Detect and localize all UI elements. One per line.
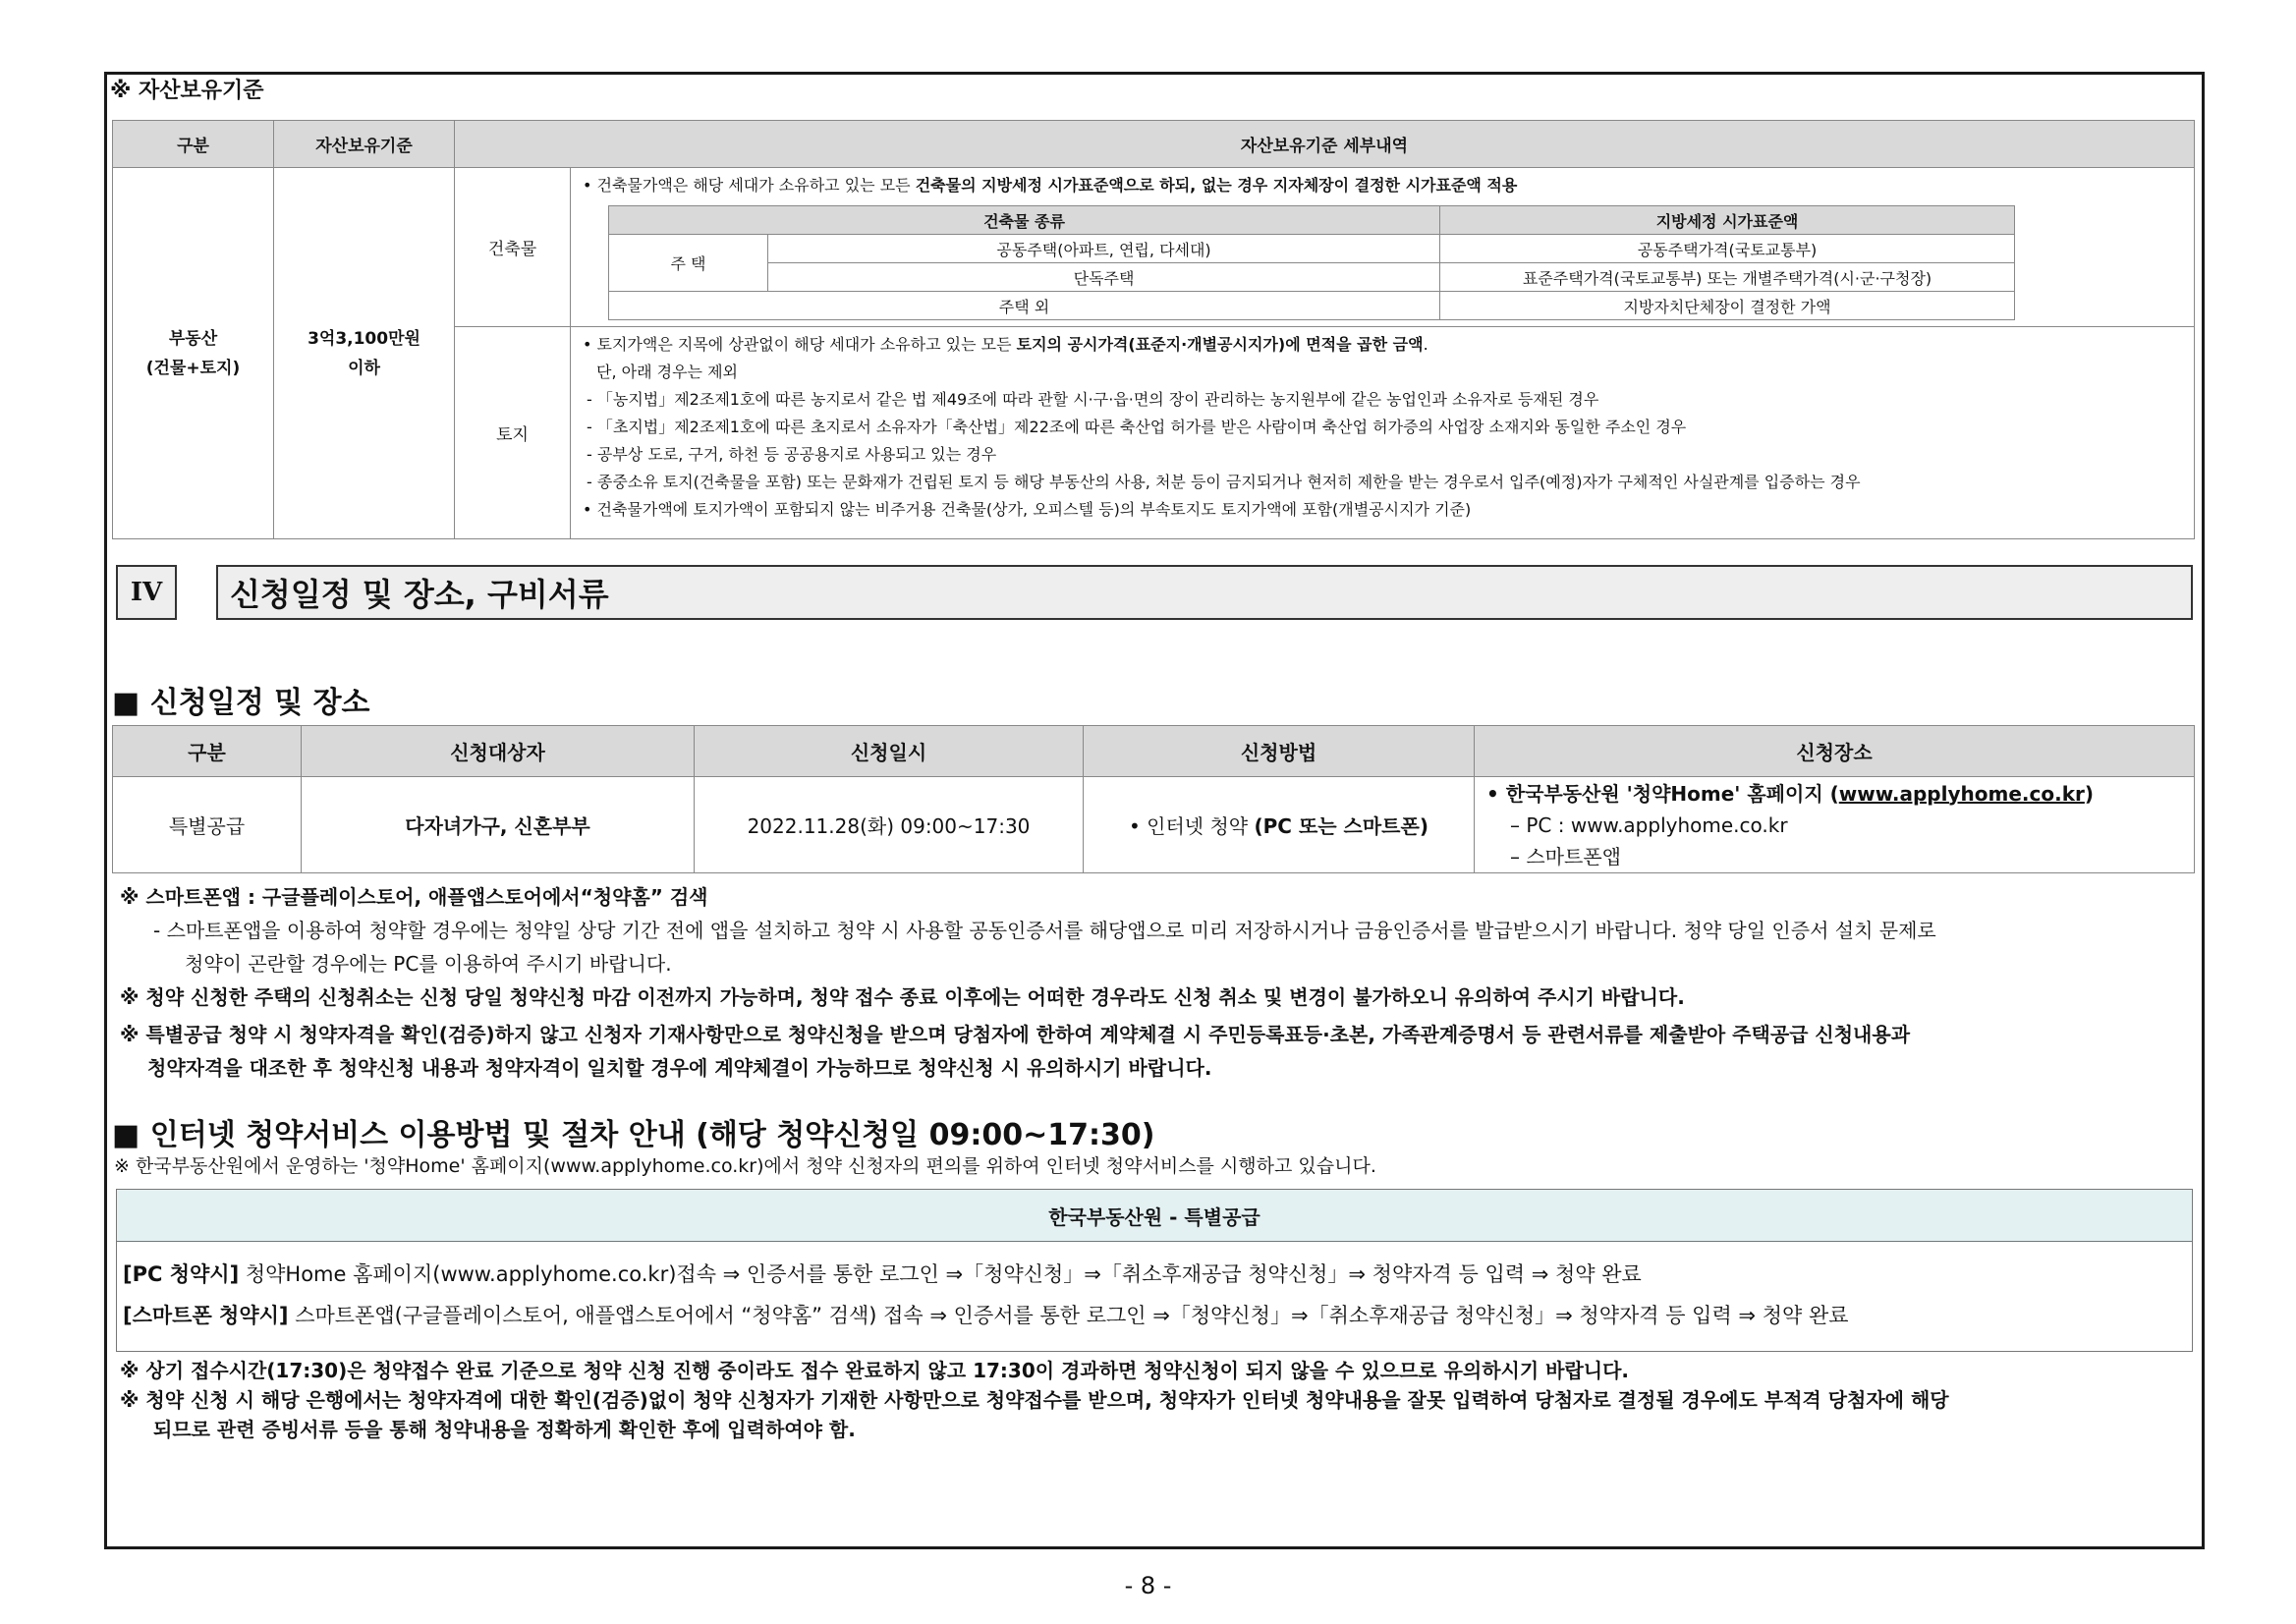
building-row-3-type: 주택 외 bbox=[609, 292, 1440, 320]
note-smartphone-detail-2: 청약이 곤란할 경우에는 PC를 이용하여 주시기 바랍니다. bbox=[185, 952, 672, 976]
land-bullet bbox=[571, 331, 2194, 359]
pc-procedure-label: [PC 청약시] bbox=[123, 1262, 240, 1286]
building-row-1-type: 공동주택(아파트, 연립, 다세대) bbox=[768, 235, 1440, 263]
building-type-header: 건축물 종류 bbox=[609, 206, 1440, 235]
asset-limit-cell bbox=[274, 168, 455, 539]
schedule-method-text: • 인터넷 청약 bbox=[1129, 814, 1255, 838]
pc-procedure bbox=[123, 1254, 2186, 1295]
asset-header-category: 구분 bbox=[113, 121, 274, 168]
asset-category-line1: 부동산 bbox=[168, 328, 218, 349]
section-number: IV bbox=[116, 565, 177, 620]
schedule-place-text: • 한국부동산원 '청약Home' 홈페이지 ( bbox=[1486, 781, 1839, 806]
building-label: 건축물 bbox=[455, 168, 571, 327]
note-deadline: ※ 상기 접수시간(17:30)은 청약접수 완료 기준으로 청약 신청 진행 중이라도 접수 완료하지 않고 17:30이 경과하면 청약신청이 되지 않을 수 있으므로 유의하시기 바랍니다. bbox=[120, 1359, 1630, 1382]
land-bullet-end: . bbox=[1423, 335, 1428, 354]
section-title: 신청일정 및 장소, 구비서류 bbox=[216, 565, 2193, 620]
note-cancellation: ※ 청약 신청한 주택의 신청취소는 신청 당일 청약신청 마감 이전까지 가능하며, 청약 접수 종료 이후에는 어떠한 경우라도 신청 취소 및 변경이 불가하오니 유의하여 주시기 바랍니다. bbox=[120, 985, 1685, 1009]
note-special-supply-1: ※ 특별공급 청약 시 청약자격을 확인(검증)하지 않고 신청자 기재사항만으로 청약신청을 받으며 당첨자에 한하여 계약체결 시 주민등록표등·초본, 가족관계증명서 등 관련서류를 제출받아 주택공급 신청내용과 bbox=[120, 1023, 1911, 1046]
land-except: 단, 아래 경우는 제외 bbox=[596, 363, 738, 381]
schedule-method-paren: (PC 또는 스마트폰) bbox=[1254, 814, 1428, 838]
applyhome-link[interactable]: www.applyhome.co.kr bbox=[1838, 781, 2085, 806]
asset-header-detail: 자산보유기준 세부내역 bbox=[455, 121, 2195, 168]
building-bullet bbox=[571, 172, 2194, 199]
mobile-procedure-text: 스마트폰앱(구글플레이스토어, 애플앱스토어에서 “청약홈” 검색) 접속 ⇒ 인증서를 통한 로그인 ⇒「청약신청」⇒「취소후재공급 청약신청」⇒ 청약자격 등 입력 ⇒ 청약 완료 bbox=[288, 1304, 1849, 1327]
land-item-3: - 공부상 도로, 구거, 하천 등 공공용지로 사용되고 있는 경우 bbox=[587, 445, 997, 464]
schedule-header-date: 신청일시 bbox=[695, 726, 1084, 777]
land-bullet-text: • 토지가액은 지목에 상관없이 해당 세대가 소유하고 있는 모든 bbox=[583, 335, 1017, 354]
page-number: - 8 - bbox=[1124, 1572, 1172, 1599]
schedule-place bbox=[1475, 777, 2195, 873]
asset-standard-title: ※ 자산보유기준 bbox=[110, 79, 264, 103]
schedule-type: 특별공급 bbox=[113, 777, 302, 873]
building-detail-cell bbox=[571, 168, 2195, 327]
schedule-place-paren-end: ) bbox=[2084, 781, 2094, 806]
asset-category-cell bbox=[113, 168, 274, 539]
schedule-heading: ■ 신청일정 및 장소 bbox=[112, 686, 370, 720]
land-detail-cell bbox=[571, 327, 2195, 539]
asset-header-limit: 자산보유기준 bbox=[274, 121, 455, 168]
land-item-4: - 종중소유 토지(건축물을 포함) 또는 문화재가 건립된 토지 등 해당 부동산의 사용, 처분 등이 금지되거나 현저히 제한을 받는 경우로서 입주(예정)자가 구체적인 사실관계를 입증하는 경우 bbox=[587, 473, 1861, 491]
schedule-target: 다자녀가구, 신혼부부 bbox=[302, 777, 695, 873]
note-verification-2: 되므로 관련 증빙서류 등을 통해 청약내용을 정확하게 확인한 후에 입력하여야 함. bbox=[153, 1418, 856, 1441]
building-row-3-value: 지방자치단체장이 결정한 가액 bbox=[1440, 292, 2015, 320]
schedule-place-line1 bbox=[1486, 778, 2194, 810]
asset-limit-line2: 이하 bbox=[348, 358, 380, 378]
asset-standard-table bbox=[112, 120, 2195, 539]
land-item-1: - 「농지법」제2조제1호에 따른 농지로서 같은 법 제49조에 따라 관할 시·구·읍·면의 장이 관리하는 농지원부에 같은 농업인과 소유자로 등재된 경우 bbox=[587, 390, 1599, 409]
land-bullet-bold: 토지의 공시가격(표준지·개별공시지가)에 면적을 곱한 금액 bbox=[1016, 335, 1424, 354]
internet-box-title: 한국부동산원 - 특별공급 bbox=[116, 1189, 2193, 1242]
schedule-date: 2022.11.28(화) 09:00~17:30 bbox=[695, 777, 1084, 873]
schedule-header-place: 신청장소 bbox=[1475, 726, 2195, 777]
internet-heading: ■ 인터넷 청약서비스 이용방법 및 절차 안내 (해당 청약신청일 09:00~17:30) bbox=[112, 1118, 1155, 1152]
building-value-table bbox=[608, 205, 2015, 320]
internet-box-body bbox=[116, 1242, 2193, 1352]
pc-procedure-text: 청약Home 홈페이지(www.applyhome.co.kr)접속 ⇒ 인증서를 통한 로그인 ⇒「청약신청」⇒「취소후재공급 청약신청」⇒ 청약자격 등 입력 ⇒ 청약 완료 bbox=[239, 1262, 1642, 1286]
note-smartphone-app: ※ 스마트폰앱 : 구글플레이스토어, 애플앱스토어에서“청약홈” 검색 bbox=[120, 885, 708, 909]
land-last-bullet: • 건축물가액에 토지가액이 포함되지 않는 비주거용 건축물(상가, 오피스텔 등)의 부속토지도 토지가액에 포함(개별공시지가 기준) bbox=[583, 500, 1472, 519]
mobile-procedure-label: [스마트폰 청약시] bbox=[123, 1304, 289, 1327]
land-label: 토지 bbox=[455, 327, 571, 539]
note-verification-1: ※ 청약 신청 시 해당 은행에서는 청약자격에 대한 확인(검증)없이 청약 신청자가 기재한 사항만으로 청약접수를 받으며, 청약자가 인터넷 청약내용을 잘못 입력하여 당첨자로 결정될 경우에도 부적격 당첨자에 해당 bbox=[120, 1388, 1949, 1412]
housing-label: 주 택 bbox=[609, 235, 768, 292]
schedule-place-pc: – PC : www.applyhome.co.kr bbox=[1510, 812, 1788, 837]
building-bullet-bold: 건축물의 지방세정 시가표준액으로 하되, 없는 경우 지자체장이 결정한 시가표준액 적용 bbox=[915, 176, 1518, 195]
schedule-place-mobile: – 스마트폰앱 bbox=[1510, 844, 1621, 868]
building-bullet-text: • 건축물가액은 해당 세대가 소유하고 있는 모든 bbox=[583, 176, 916, 195]
building-row-2-value: 표준주택가격(국토교통부) 또는 개별주택가격(시·군·구청장) bbox=[1440, 263, 2015, 292]
note-special-supply-2: 청약자격을 대조한 후 청약신청 내용과 청약자격이 일치할 경우에 계약체결이 가능하므로 청약신청 시 유의하시기 바랍니다. bbox=[147, 1056, 1212, 1080]
asset-category-line2: (건물+토지) bbox=[145, 358, 241, 378]
building-row-2-type: 단독주택 bbox=[768, 263, 1440, 292]
building-row-1-value: 공동주택가격(국토교통부) bbox=[1440, 235, 2015, 263]
asset-limit-line1: 3억3,100만원 bbox=[308, 328, 420, 349]
mobile-procedure bbox=[123, 1295, 2186, 1336]
schedule-header-method: 신청방법 bbox=[1084, 726, 1475, 777]
internet-intro: ※ 한국부동산원에서 운영하는 '청약Home' 홈페이지(www.applyhome.co.kr)에서 청약 신청자의 편의를 위하여 인터넷 청약서비스를 시행하고 있습니다. bbox=[114, 1155, 1376, 1177]
schedule-table bbox=[112, 725, 2195, 873]
building-value-header: 지방세정 시가표준액 bbox=[1440, 206, 2015, 235]
land-item-2: - 「초지법」제2조제1호에 따른 초지로서 소유자가「축산법」제22조에 따른 축산업 허가를 받은 사람이며 축산업 허가증의 사업장 소재지와 동일한 주소인 경우 bbox=[587, 418, 1687, 436]
note-smartphone-detail-1: - 스마트폰앱을 이용하여 청약할 경우에는 청약일 상당 기간 전에 앱을 설치하고 청약 시 사용할 공동인증서를 해당앱으로 미리 저장하시거나 금융인증서를 발급받으시기 바랍니다. 청약 당일 인증서 설치 문제로 bbox=[153, 919, 1936, 942]
schedule-header-target: 신청대상자 bbox=[302, 726, 695, 777]
schedule-method bbox=[1084, 777, 1475, 873]
schedule-header-type: 구분 bbox=[113, 726, 302, 777]
